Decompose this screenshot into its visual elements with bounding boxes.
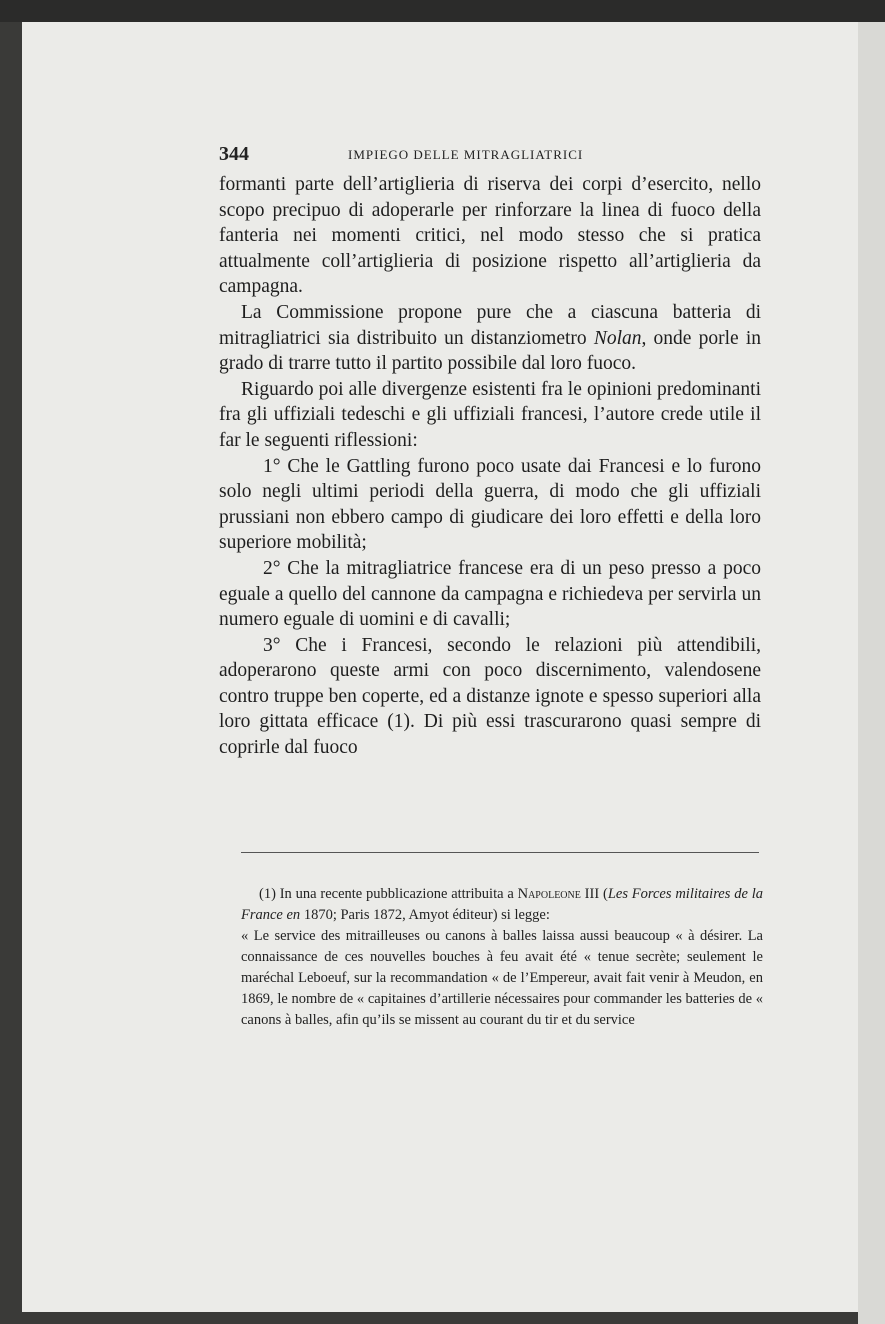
page-header (0, 143, 885, 169)
footnote (241, 884, 763, 1031)
body-text (219, 172, 761, 761)
footnote-intro-c: 1870; Paris 1872, Amyot éditeur) si legge: (300, 907, 550, 923)
running-head: IMPIEGO DELLE MITRAGLIATRICI (348, 147, 584, 162)
paragraph-2 (219, 300, 761, 377)
footnote-intro-b: ( (599, 886, 608, 902)
paragraph-2-text-a: La Commissione propone pure che a ciascuna batteria di mitragliatrici sia distribuito un distanziometro (219, 301, 761, 349)
paragraph-point-2: 2° Che la mitragliatrice francese era di un peso presso a poco eguale a quello del cannone da campagna e richiedeva per servirla un numero eguale di uomini e di cavalli; (219, 557, 761, 631)
paragraph-point-3: 3° Che i Francesi, secondo le relazioni più attendibili, adoperarono queste armi con poco discernimento, valendosene contro truppe ben coperte, ed a distanze ignote e spesso superiori alla loro gittata efficace (1). Di più essi trascurarono quasi sempre di coprirle dal fuoco (219, 634, 761, 759)
footnote-rule (241, 852, 759, 853)
paragraph-3: Riguardo poi alle divergenze esistenti fra le opinioni predominanti fra gli uffiziali tedeschi e gli uffiziali francesi, l’autore crede utile il far le seguenti riflessioni: (219, 378, 761, 451)
nolan-italic: Nolan (593, 327, 642, 349)
paragraph-1: formanti parte dell’artiglieria di riserva dei corpi d’esercito, nello scopo precipuo di adoperarle per rinforzare la linea di fuoco della fanteria nei momenti critici, nel modo stesso che si pratica attualmente coll’artiglieria di posizione rispetto all’artiglieria da campagna. (219, 174, 761, 298)
page-edge (858, 22, 885, 1324)
paragraph-point-1: 1° Che le Gattling furono poco usate dai Francesi e lo furono solo negli ultimi periodi della guerra, di modo che gli uffiziali prussiani non ebbero campo di giudicare dei loro effetti e della loro superiore mobilità; (219, 455, 761, 554)
scan-top-shadow (0, 0, 885, 22)
paragraph-2-text-b: , onde porle in grado di trarre tutto il partito possibile dal loro fuoco. (219, 327, 762, 375)
footnote-author: Napoleone III (517, 886, 600, 902)
page-number: 344 (219, 143, 249, 165)
footnote-quote: « Le service des mitrailleuses ou canons à balles laissa aussi beaucoup « à désirer. La connaissance de ces nouvelles bouches à feu avait été « tenue secrète; seulement le maréchal Leboeuf, sur la recommandation « de l’Empereur, avait fait venir à Meudon, en 1869, le nombre de « capitaines d’artillerie nécessaires pour commander les batteries de « canons à balles, afin qu’ils se missent au courant du tir et du service (241, 928, 763, 1028)
footnote-book-title: Les Forces militaires de la France en (241, 886, 763, 923)
footnote-intro (241, 884, 763, 926)
footnote-intro-a: (1) In una recente pubblicazione attribuita a (259, 886, 518, 902)
